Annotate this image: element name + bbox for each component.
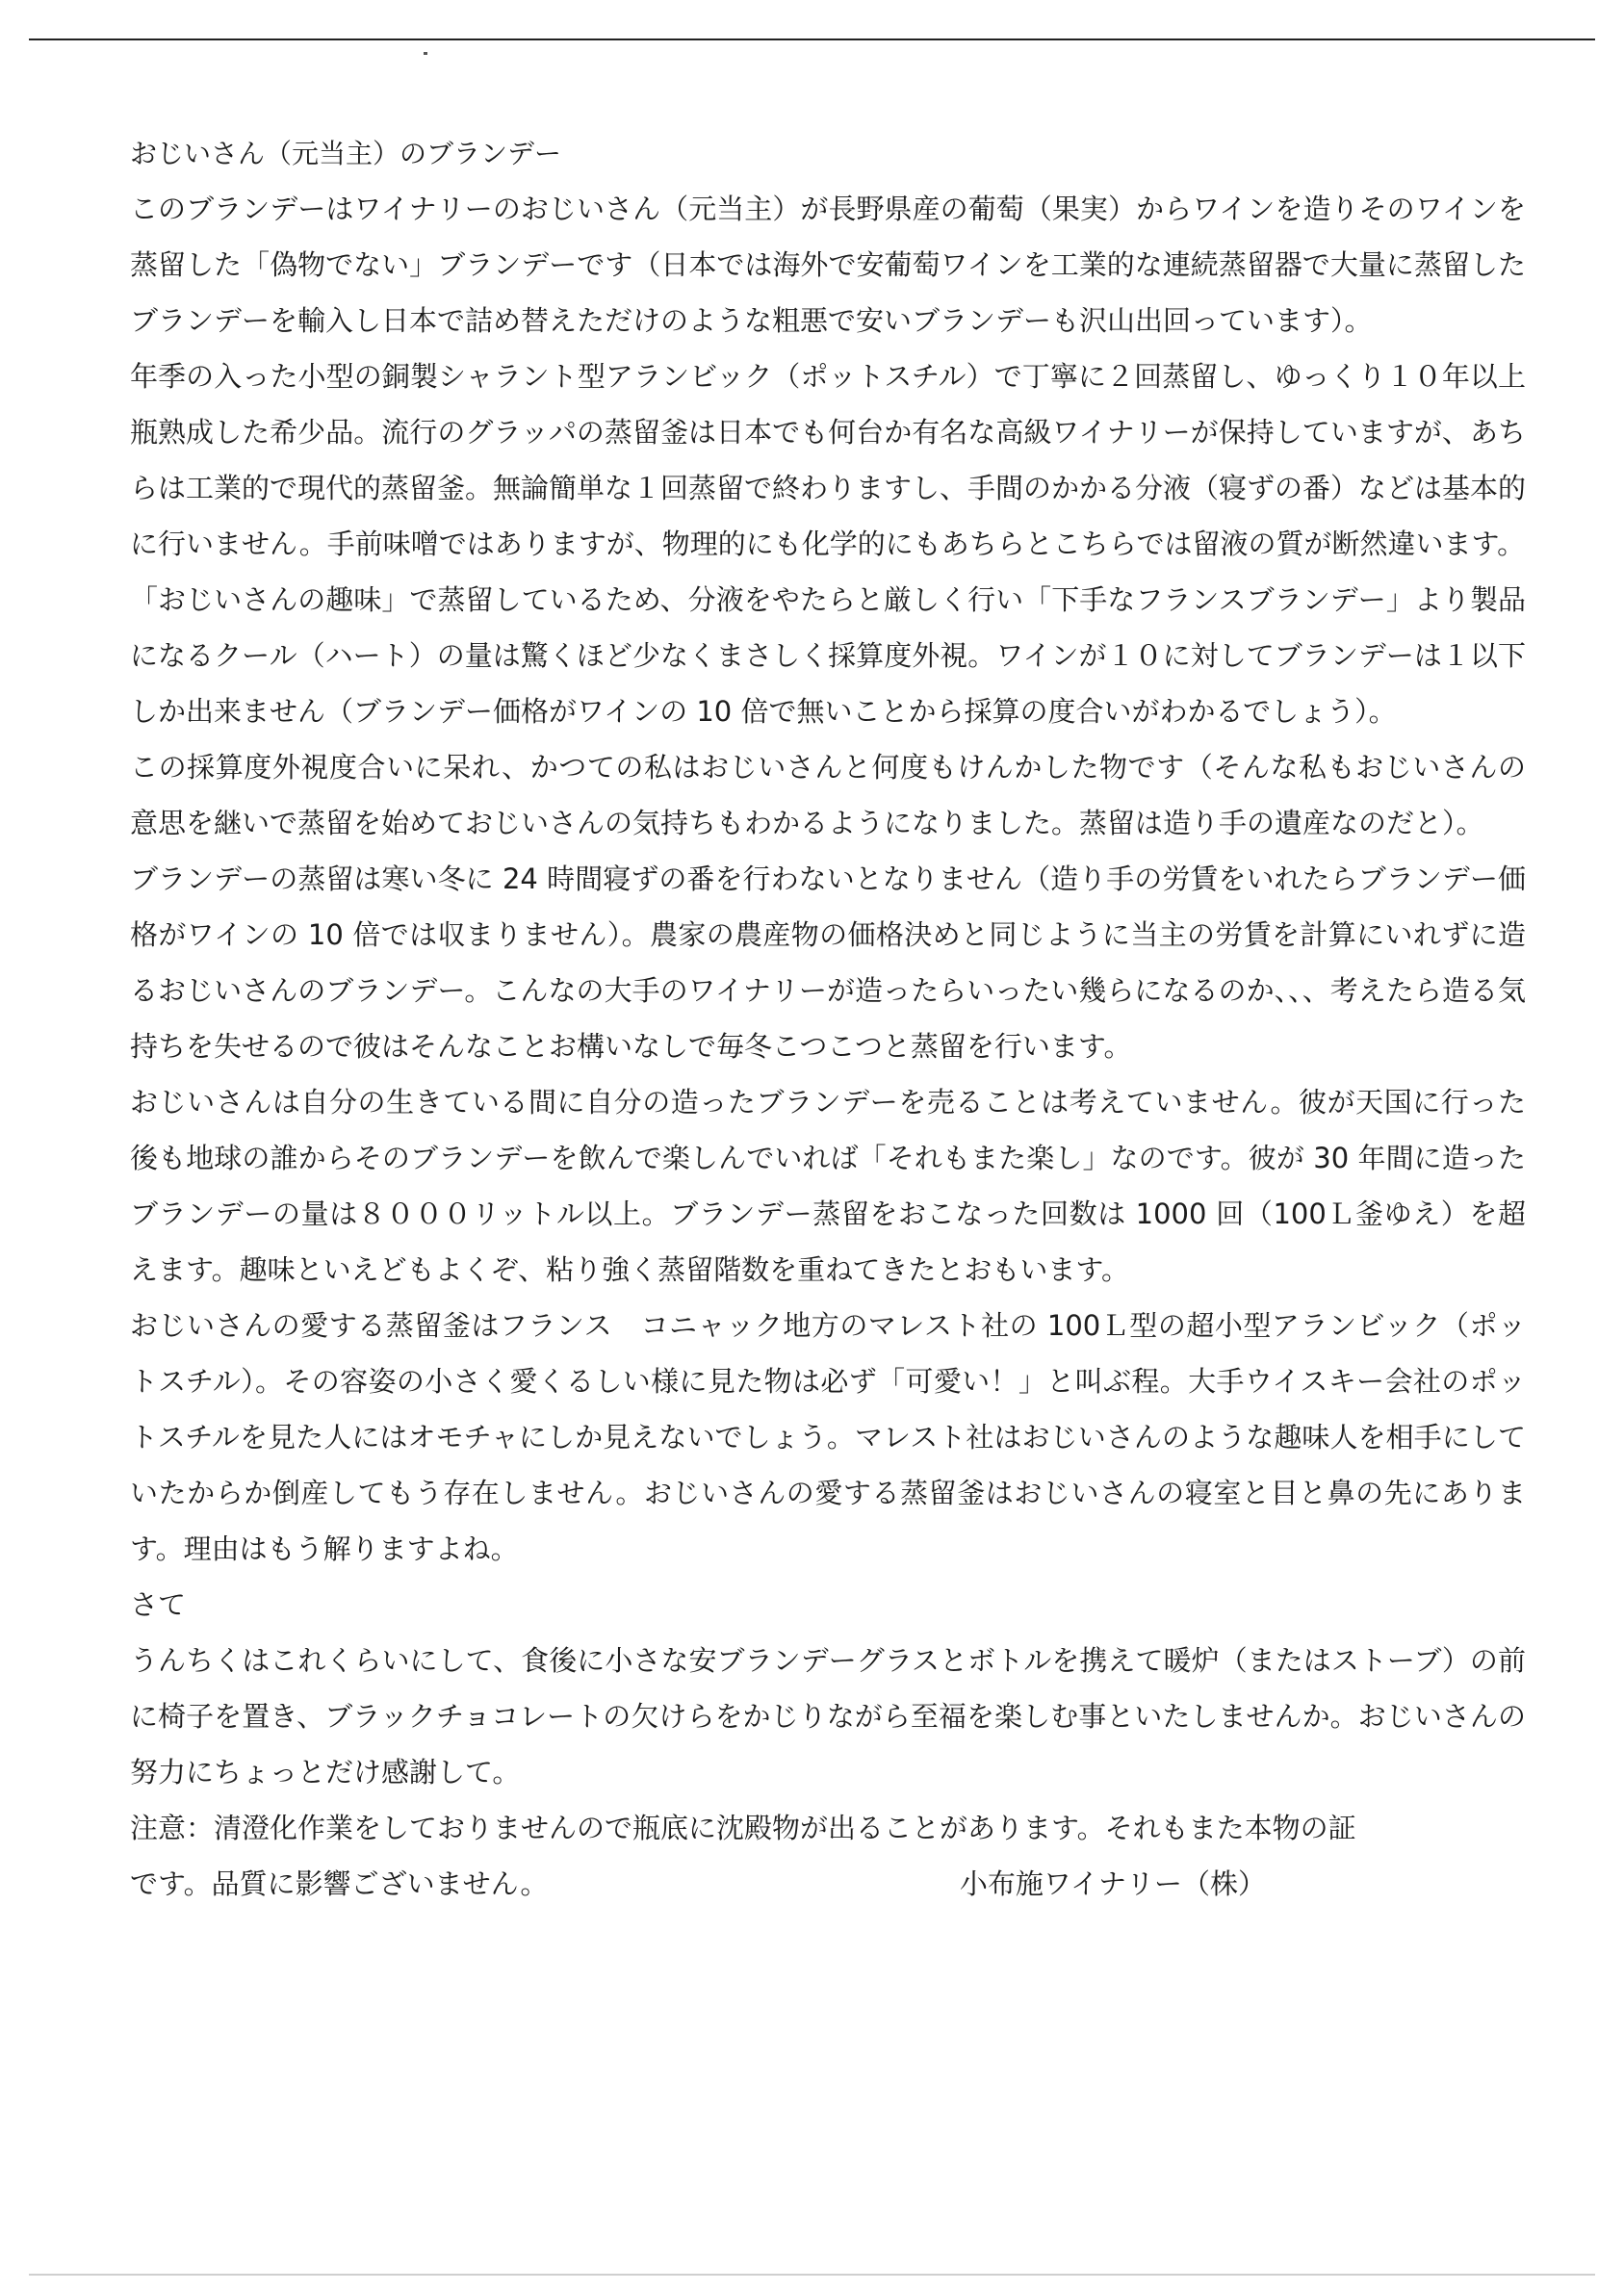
closing-row (130, 1856, 1526, 1912)
paragraph-winter-labor: ブランデーの蒸留は寒い冬に 24 時間寝ずの番を行わないとなりません（造り手の労賃をいれたらブランデー価格がワインの 10 倍では収まりません）。農家の農産物の価格決めと同じように当主の労賃を計算にいれずに造るおじいさんのブランデー。こんなの大手のワイナリーが造ったらいったい幾らになるのか、、、考えたら造る気持ちを失せるので彼はそんなことお構いなしで毎冬こつこつと蒸留を行います。 (130, 862, 1526, 1063)
document-title: おじいさん（元当主）のブランデー (130, 138, 562, 169)
paragraph-distillation: 年季の入った小型の銅製シャラント型アランビック（ポットスチル）で丁寧に２回蒸留し、ゆっくり１０年以上瓶熟成した希少品。流行のグラッパの蒸留釜は日本でも何台か有名な高級ワイナリーが保持していますが、あちらは工業的で現代的蒸留釜。無論簡単な１回蒸留で終わりますし、手間のかかる分液（寝ずの番）などは基本的に行いません。手前味噌ではありますが、物理的にも化学的にもあちらとこちらでは留液の質が断然違います。 (130, 360, 1527, 560)
paragraph-legacy: おじいさんは自分の生きている間に自分の造ったブランデーを売ることは考えていません。彼が天国に行った後も地球の誰からそのブランデーを飲んで楽しんでいれば「それもまた楽し」なのです。彼が 30 年間に造ったブランデーの量は８０００リットル以上。ブランデー蒸留をおこなった回数は 1000 回（100Ｌ釜ゆえ）を超えます。趣味といえどもよくぞ、粘り強く蒸留階数を重ねてきたとおもいます。 (130, 1086, 1526, 1286)
company-name: 小布施ワイナリー（株） (959, 1867, 1266, 1900)
document-body (130, 127, 1526, 1912)
paragraph-pot-still: おじいさんの愛する蒸留釜はフランス コニャック地方のマレスト社の 100Ｌ型の超小型アランビック（ポットスチル）。その容姿の小さく愛くるしい様に見た物は必ず「可愛い！」と叫ぶ程。大手ウイスキー会社のポットスチルを見た人にはオモチャにしか見えないでしょう。マレスト社はおじいさんのような趣味人を相手にしていたからか倒産してもう存在しません。おじいさんの愛する蒸留釜はおじいさんの寝室と目と鼻の先にあります。理由はもう解りますよね。 (130, 1309, 1526, 1565)
paragraph-sate: さて (130, 1588, 187, 1621)
notice-line-1: 注意：清澄化作業をしておりませんので瓶底に沈殿物が出ることがあります。それもまた本物の証 (130, 1812, 1356, 1844)
notice-line-2: です。品質に影響ございません。 (130, 1867, 549, 1900)
paragraph-intro: このブランデーはワイナリーのおじいさん（元当主）が長野県産の葡萄（果実）からワインを造りそのワインを蒸留した「偽物でない」ブランデーです（日本では海外で安葡萄ワインを工業的な連続蒸留器で大量に蒸留したブランデーを輸入し日本で詰め替えただけのような粗悪で安いブランデーも沢山出回っています）。 (130, 193, 1526, 337)
top-border-line (29, 39, 1595, 40)
bottom-border-line (29, 2274, 1595, 2276)
paragraph-enjoyment: うんちくはこれくらいにして、食後に小さな安ブランデーグラスとボトルを携えて暖炉（またはストーブ）の前に椅子を置き、ブラックチョコレートの欠けらをかじりながら至福を楽しむ事といたしませんか。おじいさんの努力にちょっとだけ感謝して。 (130, 1644, 1526, 1789)
paragraph-author-memory: この採算度外視度合いに呆れ、かつての私はおじいさんと何度もけんかした物です（そんな私もおじいさんの意思を継いで蒸留を始めておじいさんの気持ちもわかるようになりました。蒸留は造り手の遺産なのだと）。 (130, 751, 1526, 839)
paragraph-hobby: 「おじいさんの趣味」で蒸留しているため、分液をやたらと厳しく行い「下手なフランスブランデー」より製品になるクール（ハート）の量は驚くほど少なくまさしく採算度外視。ワインが１０に対してブランデーは１以下しか出来ません（ブランデー価格がワインの 10 倍で無いことから採算の度合いがわかるでしょう）。 (130, 583, 1526, 728)
scan-speck (424, 52, 427, 55)
